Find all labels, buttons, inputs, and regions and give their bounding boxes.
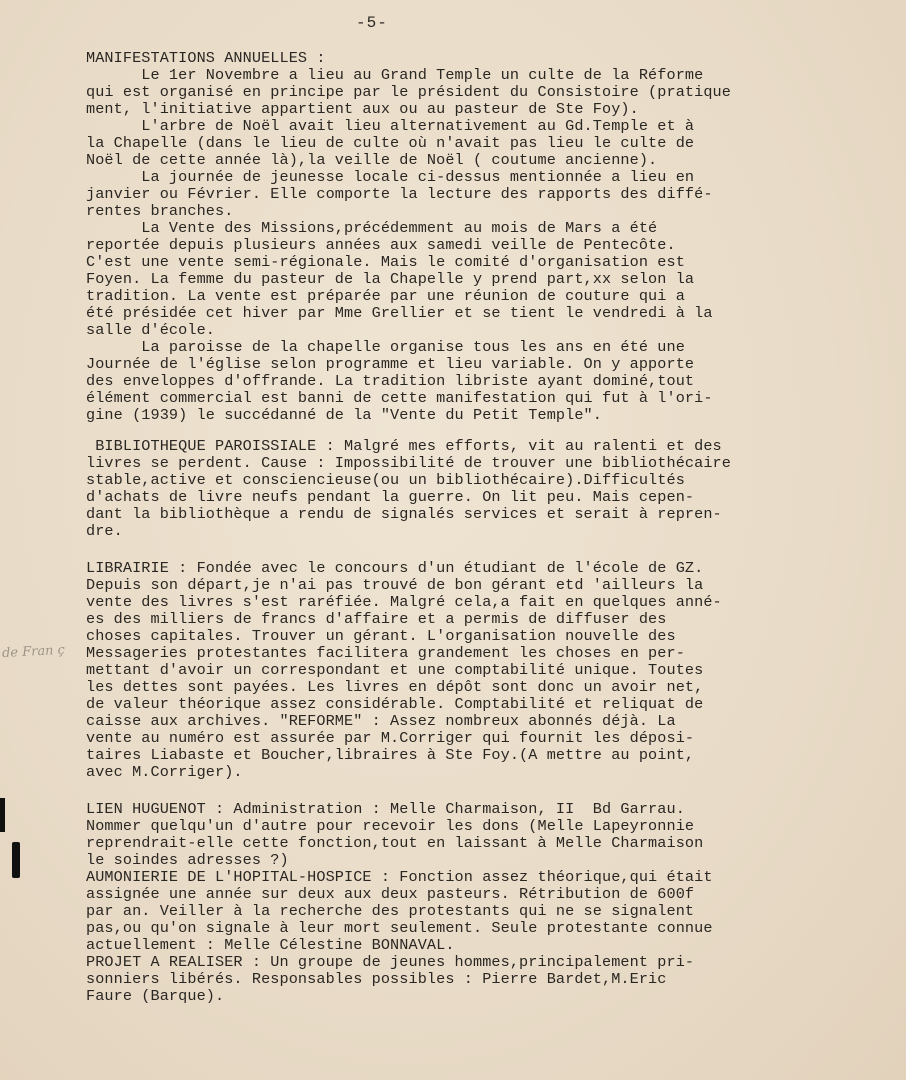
text-line: La journée de jeunesse locale ci-dessus mentionnée a lieu en	[86, 168, 695, 186]
text-line: été présidée cet hiver par Mme Grellier et se tient le vendredi à la	[86, 304, 713, 322]
text-line: sonniers libérés. Responsables possibles : Pierre Bardet,M.Eric	[86, 970, 667, 988]
text-line: gine (1939) le succédanné de la "Vente du Petit Temple".	[86, 406, 602, 424]
document-text	[86, 50, 896, 1005]
text-line: ment, l'initiative appartient aux ou au pasteur de Ste Foy).	[86, 100, 639, 118]
text-line: taires Liabaste et Boucher,libraires à Ste Foy.(A mettre au point,	[86, 746, 695, 764]
edge-ink-mark	[0, 798, 5, 832]
text-line: choses capitales. Trouver un gérant. L'organisation nouvelle des	[86, 627, 676, 645]
section-lien-huguenot	[86, 801, 896, 1005]
text-line: avec M.Corriger).	[86, 763, 243, 781]
text-line: Foyen. La femme du pasteur de la Chapelle y prend part,xx selon la	[86, 270, 695, 288]
text-line: Depuis son départ,je n'ai pas trouvé de bon gérant etd 'ailleurs la	[86, 576, 704, 594]
text-line: La Vente des Missions,précédemment au mois de Mars a été	[86, 219, 658, 237]
handwritten-margin-note: de Fran ç	[1, 642, 66, 662]
text-line: par an. Veiller à la recherche des protestants qui ne se signalent	[86, 902, 695, 920]
text-line: Messageries protestantes facilitera grandement les choses en per-	[86, 644, 685, 662]
text-line: stable,active et consciencieuse(ou un bibliothécaire).Difficultés	[86, 471, 685, 489]
text-line: assignée une année sur deux aux deux pasteurs. Rétribution de 600f	[86, 885, 695, 903]
page-number: -5-	[356, 14, 388, 32]
text-line: PROJET A REALISER : Un groupe de jeunes hommes,principalement pri-	[86, 953, 695, 971]
section-librairie	[86, 560, 896, 781]
edge-ink-mark	[12, 842, 20, 878]
text-line: Le 1er Novembre a lieu au Grand Temple un culte de la Réforme	[86, 66, 704, 84]
text-line: Nommer quelqu'un d'autre pour recevoir les dons (Melle Lapeyronnie	[86, 817, 695, 835]
text-line: pas,ou qu'on signale à leur mort seulement. Seule protestante connue	[86, 919, 713, 937]
text-line: caisse aux archives. "REFORME" : Assez nombreux abonnés déjà. La	[86, 712, 676, 730]
text-line: Faure (Barque).	[86, 987, 225, 1005]
text-line: le soindes adresses ?)	[86, 851, 289, 869]
text-line: es des milliers de francs d'affaire et a permis de diffuser des	[86, 610, 667, 628]
section-manifestations	[86, 50, 896, 424]
text-line: de valeur théorique assez considérable. Comptabilité et reliquat de	[86, 695, 704, 713]
text-line: Journée de l'église selon programme et lieu variable. On y apporte	[86, 355, 695, 373]
text-line: actuellement : Melle Célestine BONNAVAL.	[86, 936, 455, 954]
text-line: la Chapelle (dans le lieu de culte où n'avait pas lieu le culte de	[86, 134, 695, 152]
text-line: vente au numéro est assurée par M.Corriger qui fournit les déposi-	[86, 729, 695, 747]
text-line: L'arbre de Noël avait lieu alternativement au Gd.Temple et à	[86, 117, 695, 135]
text-line: rentes branches.	[86, 202, 234, 220]
text-line: Noël de cette année là),la veille de Noël ( coutume ancienne).	[86, 151, 658, 169]
text-line: LIBRAIRIE : Fondée avec le concours d'un étudiant de l'école de GZ.	[86, 559, 704, 577]
text-line: reportée depuis plusieurs années aux samedi veille de Pentecôte.	[86, 236, 676, 254]
text-line: janvier ou Février. Elle comporte la lecture des rapports des diffé-	[86, 185, 713, 203]
text-line: LIEN HUGUENOT : Administration : Melle Charmaison, II Bd Garrau.	[86, 800, 685, 818]
text-line: d'achats de livre neufs pendant la guerre. On lit peu. Mais cepen-	[86, 488, 695, 506]
section-gap	[86, 424, 896, 438]
text-line: élément commercial est banni de cette manifestation qui fut à l'ori-	[86, 389, 713, 407]
text-line: La paroisse de la chapelle organise tous les ans en été une	[86, 338, 685, 356]
text-line: mettant d'avoir un correspondant et une comptabilité unique. Toutes	[86, 661, 704, 679]
text-line: des enveloppes d'offrande. La tradition libriste ayant dominé,tout	[86, 372, 695, 390]
section-bibliotheque	[86, 438, 896, 540]
text-line: AUMONIERIE DE L'HOPITAL-HOSPICE : Fonction assez théorique,qui était	[86, 868, 713, 886]
text-line: salle d'école.	[86, 321, 215, 339]
section-gap	[86, 781, 896, 801]
text-line: livres se perdent. Cause : Impossibilité de trouver une bibliothécaire	[86, 454, 731, 472]
text-line: MANIFESTATIONS ANNUELLES :	[86, 49, 326, 67]
text-line: reprendrait-elle cette fonction,tout en laissant à Melle Charmaison	[86, 834, 704, 852]
text-line: C'est une vente semi-régionale. Mais le comité d'organisation est	[86, 253, 685, 271]
section-gap	[86, 540, 896, 560]
text-line: BIBLIOTHEQUE PAROISSIALE : Malgré mes efforts, vit au ralenti et des	[86, 437, 722, 455]
text-line: dant la bibliothèque a rendu de signalés services et serait à repren-	[86, 505, 722, 523]
text-line: tradition. La vente est préparée par une réunion de couture qui a	[86, 287, 685, 305]
text-line: qui est organisé en principe par le président du Consistoire (pratique	[86, 83, 731, 101]
text-line: vente des livres s'est raréfiée. Malgré cela,a fait en quelques anné-	[86, 593, 722, 611]
text-line: les dettes sont payées. Les livres en dépôt sont donc un avoir net,	[86, 678, 704, 696]
text-line: dre.	[86, 522, 123, 540]
